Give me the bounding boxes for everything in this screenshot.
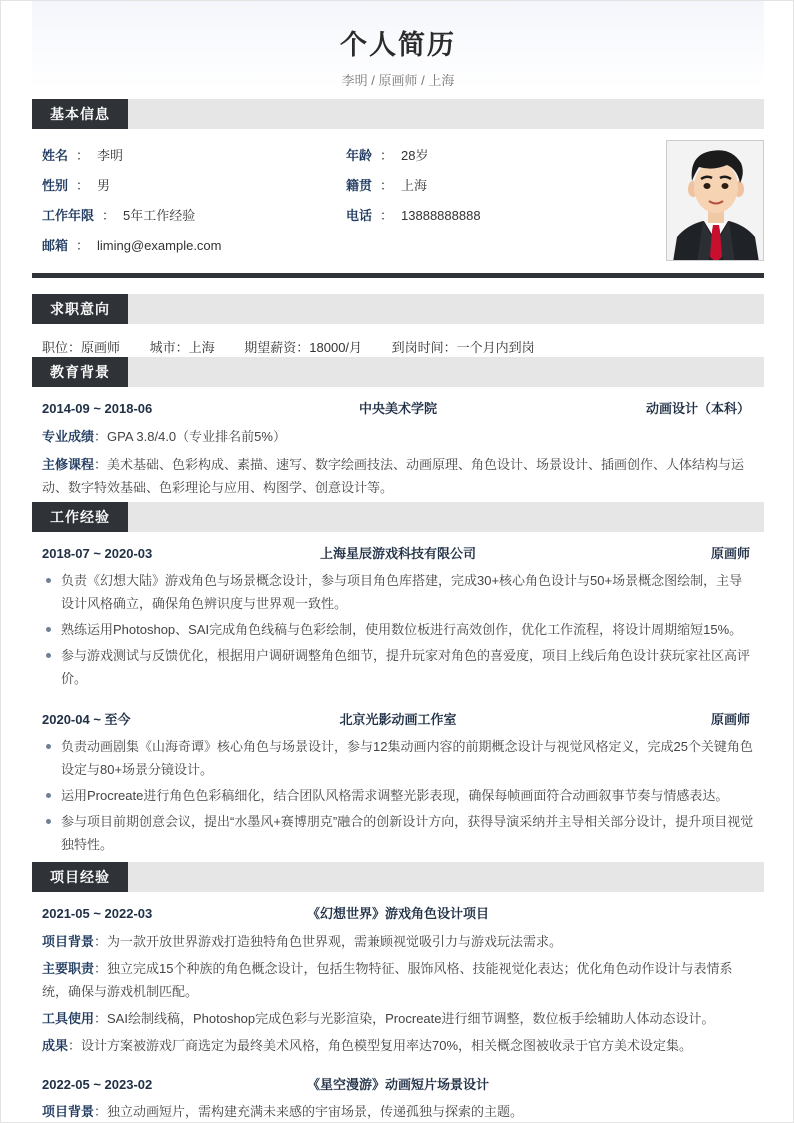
- project-duty-label: 主要职责: [42, 961, 95, 976]
- section-title-education: 教育背景: [32, 357, 128, 387]
- colon: ：: [380, 178, 394, 193]
- project-background-label: 项目背景: [42, 1104, 95, 1119]
- project-period: 2021-05 ~ 2022-03: [42, 906, 153, 921]
- intent-available: 到岗时间：一个月内到岗: [391, 340, 535, 355]
- project-result-value: ：设计方案被游戏厂商选定为最终美术风格，角色模型复用率达70%，相关概念图被收录于官方美术设定集。: [68, 1038, 693, 1053]
- work-entry-header: [42, 544, 754, 564]
- hometown-value: 上海: [401, 178, 428, 193]
- list-item: 熟练运用Photoshop、SAI完成角色线稿与色彩绘制，使用数位板进行高效创作，优化工作流程，将设计周期缩短15%。: [42, 618, 754, 641]
- list-item: 参与游戏测试与反馈优化，根据用户调研调整角色细节，提升玩家对角色的喜爱度，项目上线后角色设计获玩家社区高评价。: [42, 644, 754, 690]
- education-gpa: [42, 425, 754, 448]
- project-duty: [42, 957, 754, 1003]
- project-background-value: ：独立动画短片，需构建充满未来感的宇宙场景，传递孤独与探索的主题。: [94, 1104, 524, 1119]
- list-item: 负责《幻想大陆》游戏角色与场景概念设计，参与项目角色库搭建，完成30+核心角色设计与50+场景概念图绘制，主导设计风格确立，确保角色辨识度与世界观一致性。: [42, 569, 754, 615]
- colon: ：: [380, 148, 394, 163]
- resume-header: [32, 1, 764, 89]
- avatar: [666, 140, 764, 261]
- project-tools: [42, 1007, 754, 1030]
- project-name: 《幻想世界》游戏角色设计项目: [306, 906, 489, 921]
- project-entry-header: [42, 1075, 754, 1095]
- work-entry-header: [42, 710, 754, 730]
- work-role: 原画师: [710, 546, 750, 561]
- page-title: 个人简历: [340, 30, 456, 60]
- courses-value: ：美术基础、色彩构成、素描、速写、数字绘画技法、动画原理、角色设计、场景设计、插画创作、人体结构与运动、数字特效基础、色彩理论与应用、构图学、创意设计等。: [42, 457, 745, 495]
- section-title-intent: 求职意向: [32, 294, 128, 324]
- education-courses: [42, 453, 754, 499]
- info-phone: [346, 206, 481, 226]
- project-background: [42, 930, 754, 953]
- hometown-label: 籍贯: [346, 178, 373, 193]
- intent-salary: 期望薪资：18000/月: [244, 340, 363, 355]
- list-item: 负责动画剧集《山海奇谭》核心角色与场景设计，参与12集动画内容的前期概念设计与视觉风格定义，完成25个关键角色设定与80+场景分镜设计。: [42, 735, 754, 781]
- work-company: 上海星辰游戏科技有限公司: [319, 546, 476, 561]
- colon: ：: [76, 178, 90, 193]
- colon: ：: [102, 208, 116, 223]
- education-period: 2014-09 ~ 2018-06: [42, 401, 153, 416]
- section-divider: [32, 273, 764, 278]
- education-school: 中央美术学院: [358, 401, 437, 416]
- work-duties-list: [42, 569, 754, 693]
- education-entry-header: [42, 399, 754, 419]
- info-name: [42, 146, 123, 166]
- section-header-education: [32, 357, 764, 387]
- project-background-value: ：为一款开放世界游戏打造独特角色世界观，需兼顾视觉吸引力与游戏玩法需求。: [94, 934, 563, 949]
- job-intent-row: [42, 337, 561, 356]
- info-gender: [42, 176, 110, 196]
- gender-value: 男: [97, 178, 111, 193]
- section-title-work: 工作经验: [32, 502, 128, 532]
- work-period: 2020-04 ~ 至今: [42, 712, 131, 727]
- years-value: 5年工作经验: [123, 208, 196, 223]
- courses-label: 主修课程: [42, 457, 95, 472]
- gpa-value: ：GPA 3.8/4.0（专业排名前5%）: [94, 429, 286, 444]
- project-period: 2022-05 ~ 2023-02: [42, 1077, 153, 1092]
- page-subtitle: 李明 / 原画师 / 上海: [341, 73, 455, 88]
- section-header-basic: [32, 99, 764, 129]
- work-role: 原画师: [710, 712, 750, 727]
- project-tools-value: ：SAI绘制线稿，Photoshop完成色彩与光影渲染，Procreate进行细节调整，数位板手绘辅助人体动态设计。: [94, 1011, 715, 1026]
- project-duty-value: ：独立完成15个种族的角色概念设计，包括生物特征、服饰风格、技能视觉化表达；优化角色动作设计与表情系统，确保与游戏机制匹配。: [42, 961, 733, 999]
- work-company: 北京光影动画工作室: [339, 712, 457, 727]
- colon: ：: [380, 208, 394, 223]
- email-label: 邮箱: [42, 238, 69, 253]
- gender-label: 性别: [42, 178, 69, 193]
- intent-city: 城市：上海: [149, 340, 215, 355]
- education-major: 动画设计（本科）: [645, 401, 750, 416]
- section-header-intent: [32, 294, 764, 324]
- project-background-label: 项目背景: [42, 934, 95, 949]
- section-header-projects: [32, 862, 764, 892]
- section-header-work: [32, 502, 764, 532]
- section-title-basic: 基本信息: [32, 99, 128, 129]
- info-hometown: [346, 176, 427, 196]
- avatar-portrait-icon: [667, 141, 764, 261]
- gpa-label: 专业成绩: [42, 429, 95, 444]
- age-value: 28岁: [401, 148, 429, 163]
- name-label: 姓名: [42, 148, 69, 163]
- email-value[interactable]: liming@example.com: [97, 238, 222, 253]
- work-period: 2018-07 ~ 2020-03: [42, 546, 153, 561]
- info-age: [346, 146, 429, 166]
- intent-position: 职位：原画师: [42, 340, 121, 355]
- colon: ：: [76, 238, 90, 253]
- project-result: [42, 1034, 754, 1057]
- years-label: 工作年限: [42, 208, 95, 223]
- colon: ：: [76, 148, 90, 163]
- project-tools-label: 工具使用: [42, 1011, 95, 1026]
- name-value: 李明: [97, 148, 124, 163]
- info-email: [42, 236, 222, 256]
- project-name: 《星空漫游》动画短片场景设计: [306, 1077, 489, 1092]
- list-item: 运用Procreate进行角色色彩稿细化，结合团队风格需求调整光影表现，确保每帧画面符合动画叙事节奏与情感表达。: [42, 784, 754, 807]
- info-years: [42, 206, 195, 226]
- work-duties-list: [42, 735, 754, 859]
- project-entry-header: [42, 904, 754, 924]
- list-item: 参与项目前期创意会议，提出“水墨风+赛博朋克”融合的创新设计方向，获得导演采纳并主导相关部分设计，提升项目视觉独特性。: [42, 810, 754, 856]
- phone-label: 电话: [346, 208, 373, 223]
- phone-value: 13888888888: [401, 208, 481, 223]
- project-background: [42, 1100, 754, 1123]
- project-result-label: 成果: [42, 1038, 69, 1053]
- section-title-projects: 项目经验: [32, 862, 128, 892]
- age-label: 年龄: [346, 148, 373, 163]
